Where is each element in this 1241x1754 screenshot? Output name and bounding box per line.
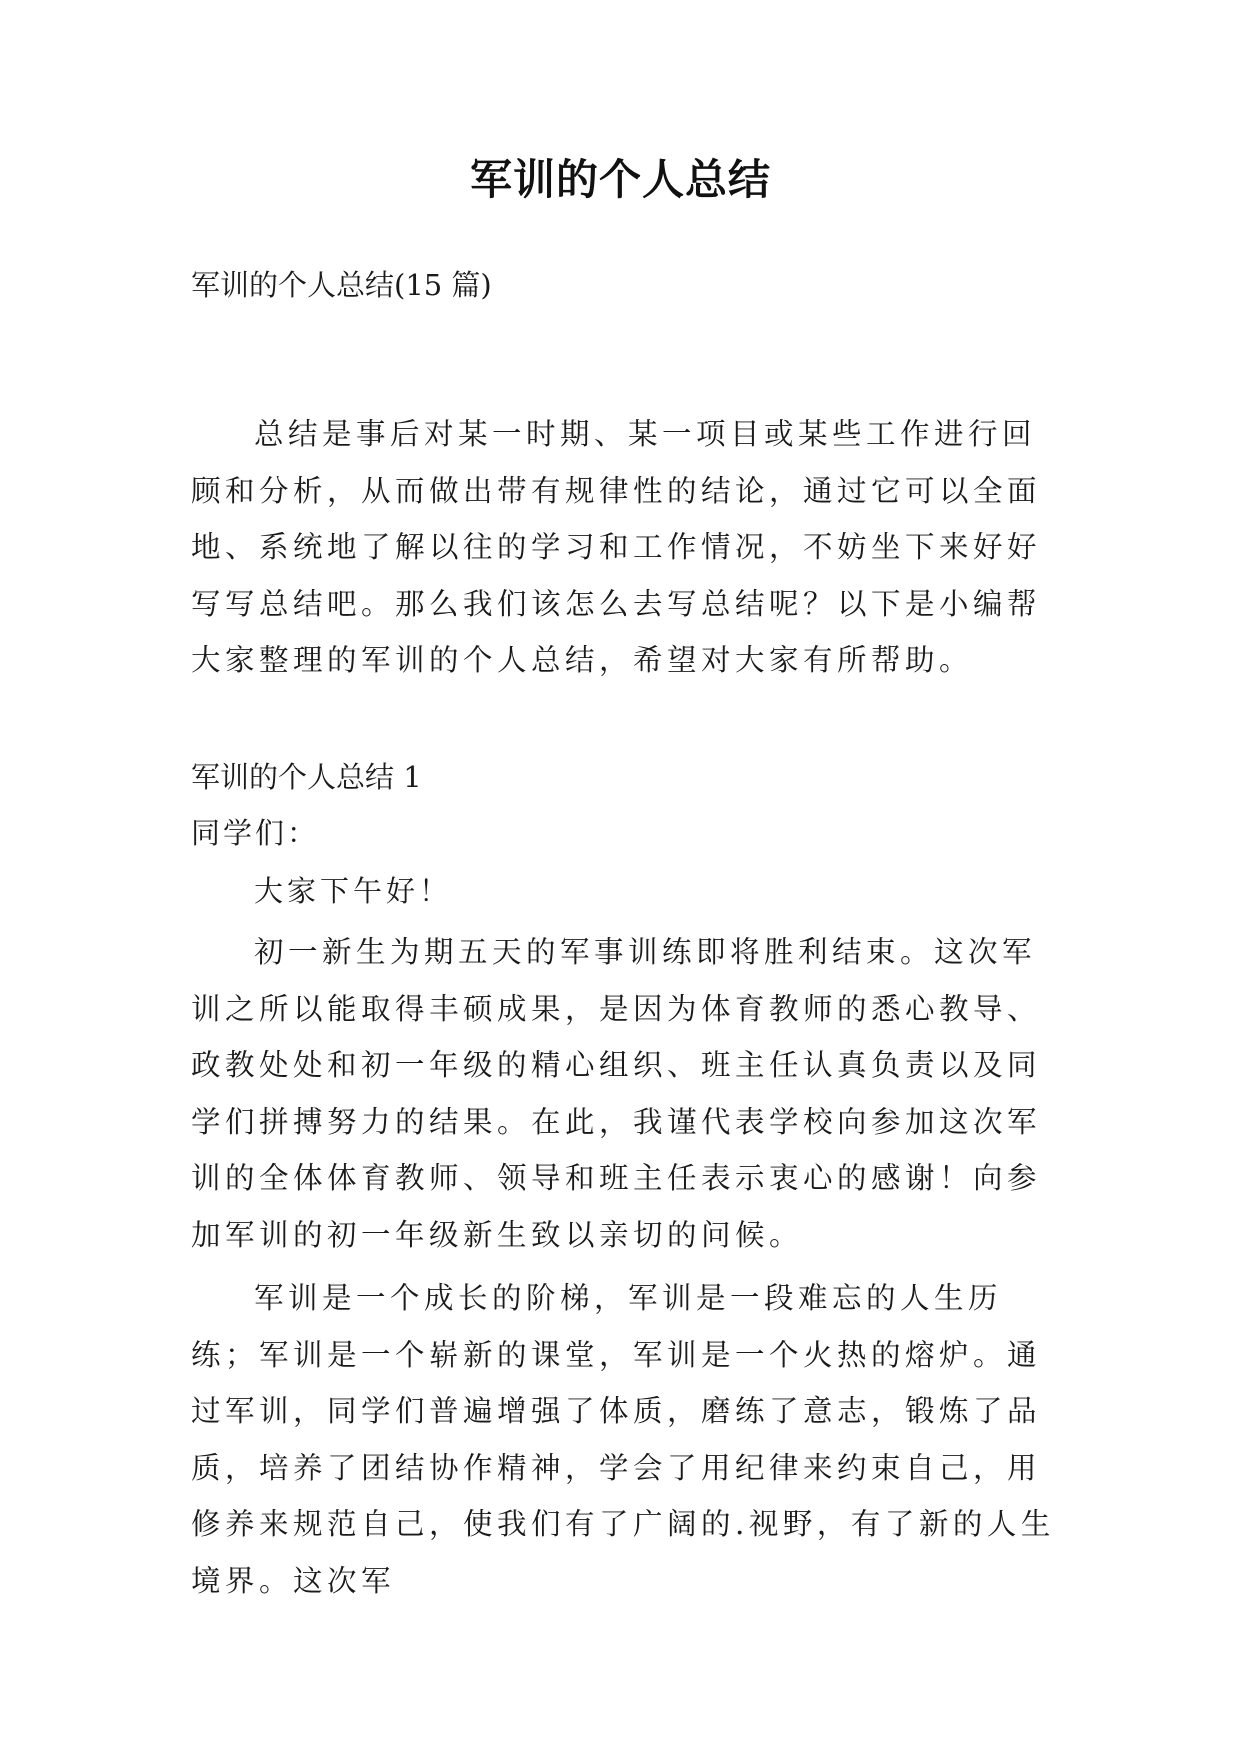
body-paragraph-1: 初一新生为期五天的军事训练即将胜利结束。这次军训之所以能取得丰硕成果，是因为体育教师的悉心教导、政教处处和初一年级的精心组织、班主任认真负责以及同学们拼搏努力的结果。在此，我谨代表学校向参加这次军训的全体体育教师、领导和班主任表示衷心的感谢！向参加军训的初一年级新生致以亲切的问候。 [191,935,1042,1252]
document-title: 军训的个人总结 [469,155,771,204]
section-heading: 军训的个人总结 1 [191,760,422,794]
intro-paragraph: 总结是事后对某一时期、某一项目或某些工作进行回顾和分析，从而做出带有规律性的结论，通过它可以全面地、系统地了解以往的学习和工作情况，不妨坐下来好好写写总结吧。那么我们该怎么去写总结呢？以下是小编帮大家整理的军训的个人总结，希望对大家有所帮助。 [191,417,1042,678]
document-subtitle: 军训的个人总结(15 篇) [191,268,492,302]
salutation: 同学们： [191,816,320,850]
greeting: 大家下午好！ [254,874,453,908]
body-paragraph-2: 军训是一个成长的阶梯，军训是一段难忘的人生历练；军训是一个崭新的课堂，军训是一个火热的熔炉。通过军训，同学们普遍增强了体质，磨练了意志，锻炼了品质，培养了团结协作精神，学会了用纪律来约束自己，用修养来规范自己，使我们有了广阔的.视野，有了新的人生境界。这次军 [191,1281,1055,1598]
